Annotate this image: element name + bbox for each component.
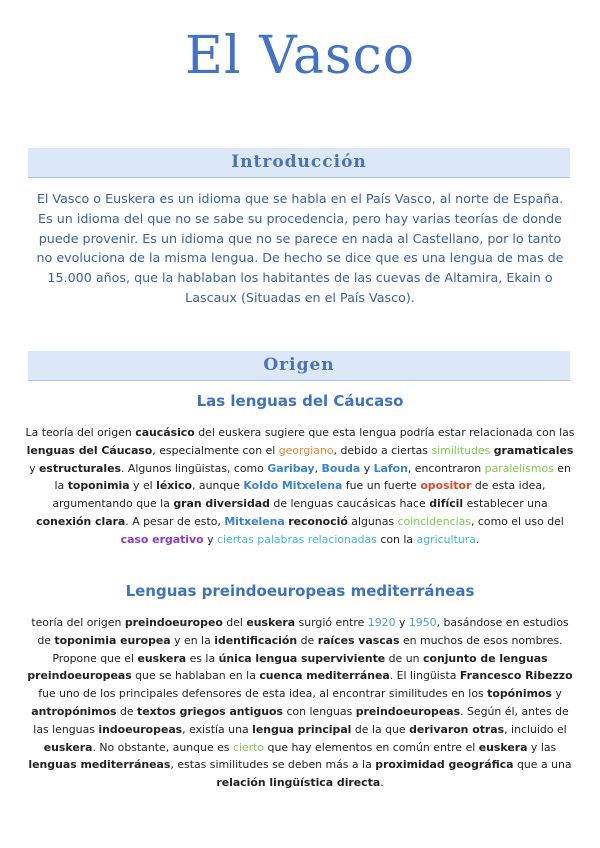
- text-run: , estas similitudes se deben más a la: [170, 758, 376, 772]
- text-run: y el: [129, 479, 157, 493]
- highlighted-term: toponimia: [67, 479, 130, 493]
- text-run: que se hablaban en la: [131, 669, 260, 683]
- highlighted-term: Lafon: [373, 461, 408, 475]
- highlighted-term: euskera: [43, 740, 93, 754]
- highlighted-term: proximidad geográfica: [375, 758, 514, 772]
- text-run: fue uno de los principales defensores de esta idea, al encontrar similitudes en los: [38, 687, 488, 701]
- highlighted-term: derivaron otras: [409, 722, 505, 736]
- highlighted-term: preindoeuropeo: [124, 616, 223, 629]
- highlighted-term: antropónimos: [31, 704, 117, 718]
- text-run: . A pesar de esto,: [125, 514, 225, 528]
- text-run: y en la: [170, 633, 215, 647]
- text-run: y: [551, 687, 562, 701]
- text-run: surgió entre: [295, 616, 368, 629]
- text-run: . Según él, antes de las lenguas: [33, 704, 569, 736]
- highlighted-term: topónimos: [487, 687, 552, 701]
- text-run: , existía una: [182, 722, 253, 736]
- text-run: algunas: [347, 514, 398, 528]
- highlighted-term: cierto: [232, 740, 265, 754]
- text-run: , basándose en estudios de: [37, 616, 569, 647]
- highlighted-term: coincidencias: [397, 514, 471, 528]
- preindo-paragraph: [24, 614, 576, 792]
- highlighted-term: caucásico: [135, 426, 195, 439]
- text-run: del: [222, 616, 247, 629]
- text-run: y: [395, 616, 409, 629]
- highlighted-term: opositor: [420, 479, 472, 493]
- highlighted-term: raíces vascas: [317, 633, 400, 647]
- caucaso-paragraph: [24, 424, 576, 549]
- highlighted-term: lenguas del Cáucaso: [26, 443, 153, 457]
- document-title: El Vasco: [184, 26, 415, 86]
- highlighted-term: indoeuropeas: [98, 722, 183, 736]
- text-run: ,: [314, 461, 322, 475]
- text-run: de lenguas caucásicas hace: [269, 497, 430, 511]
- text-run: , encontraron: [407, 461, 485, 475]
- text-run: fue un fuerte: [342, 479, 421, 493]
- highlighted-term: identificación: [214, 633, 298, 647]
- text-run: del euskera sugiere que esta lengua podría estar relacionada con las: [194, 426, 575, 439]
- highlighted-term: 1920: [367, 616, 396, 629]
- text-run: de: [297, 633, 318, 647]
- highlighted-term: Koldo Mitxelena: [243, 479, 343, 493]
- highlighted-term: euskera: [137, 651, 187, 665]
- highlighted-term: textos griegos antiguos: [137, 704, 284, 718]
- highlighted-term: similitudes: [431, 443, 491, 457]
- highlighted-term: euskera: [246, 616, 296, 629]
- text-run: es la: [186, 651, 219, 665]
- text-run: . Algunos lingüistas, como: [120, 461, 268, 475]
- text-run: que hay elementos en común entre el: [264, 740, 479, 754]
- subheading-preindoeuropeas: Lenguas preindoeuropeas mediterráneas: [125, 582, 475, 600]
- text-run: , aunque: [191, 479, 244, 493]
- text-run: de: [116, 704, 138, 718]
- highlighted-term: gran diversidad: [173, 497, 270, 511]
- highlighted-term: agricultura: [416, 532, 476, 546]
- text-run: teoría del origen: [31, 616, 125, 629]
- highlighted-term: relación lingüística directa: [216, 776, 381, 790]
- section-heading-origen: Origen: [28, 351, 570, 381]
- highlighted-term: preindoeuropeas: [355, 704, 461, 718]
- highlighted-term: única lengua superviviente: [218, 651, 386, 665]
- text-run: y las: [527, 740, 557, 754]
- text-run: La teoría del origen: [25, 426, 136, 439]
- text-run: con la: [376, 532, 417, 546]
- highlighted-term: caso ergativo: [120, 532, 204, 546]
- text-run: de un: [385, 651, 423, 665]
- text-run: y: [360, 461, 374, 475]
- highlighted-term: cuenca mediterránea: [259, 669, 390, 683]
- intro-paragraph: El Vasco o Euskera es un idioma que se habla en el País Vasco, al norte de España. Es un idioma del que no se sabe su procedencia, pero hay varias teorías de donde puede provenir. Es un idioma que no se parece en nada al Castellano, por lo tanto no evoluciona de la misma lengua. De hecho se dice que es una lengua de mas de 15.000 años, que la hablaban los habitantes de las cuevas de Altamira, Ekain o Lascaux (Situadas en el País Vasco).: [36, 191, 564, 305]
- highlighted-term: Bouda: [321, 461, 361, 475]
- text-run: , especialmente con el: [152, 443, 279, 457]
- highlighted-term: léxico: [156, 479, 192, 493]
- text-run: . El lingüista: [389, 669, 460, 683]
- highlighted-term: Garibay: [267, 461, 315, 475]
- text-run: y: [203, 532, 217, 546]
- highlighted-term: toponimia europea: [54, 633, 171, 647]
- highlighted-term: estructurales: [39, 461, 121, 475]
- highlighted-term: euskera: [478, 740, 528, 754]
- highlighted-term: paralelismos: [484, 461, 554, 475]
- subheading-caucaso: Las lenguas del Cáucaso: [196, 392, 404, 410]
- text-run: .: [475, 532, 480, 546]
- highlighted-term: lengua principal: [252, 722, 352, 736]
- text-run: . No obstante, aunque es: [92, 740, 233, 754]
- highlighted-term: conjunto de lenguas preindoeuropeas: [27, 651, 548, 683]
- text-run: , como el uso del: [471, 514, 564, 528]
- text-run: en la: [54, 461, 571, 493]
- text-run: de esta idea, argumentando que la: [52, 479, 546, 511]
- highlighted-term: ciertas palabras relacionadas: [216, 532, 377, 546]
- text-run: con lenguas: [283, 704, 356, 718]
- text-run: y: [29, 461, 40, 475]
- text-run: de la que: [351, 722, 410, 736]
- highlighted-term: lenguas mediterráneas: [28, 758, 171, 772]
- highlighted-term: georgiano: [278, 443, 334, 457]
- highlighted-term: reconoció: [288, 514, 348, 528]
- text-run: , debido a ciertas: [333, 443, 432, 457]
- highlighted-term: 1950: [408, 616, 437, 629]
- highlighted-term: difícil: [429, 497, 464, 511]
- highlighted-term: conexión clara: [36, 514, 126, 528]
- highlighted-term: Francesco Ribezzo: [459, 669, 573, 683]
- text-run: establecer una: [463, 497, 548, 511]
- highlighted-term: gramaticales: [493, 443, 574, 457]
- highlighted-term: Mitxelena: [224, 514, 285, 528]
- text-run: .: [380, 776, 384, 790]
- text-run: , incluido el: [504, 722, 567, 736]
- section-heading-introduccion: Introducción: [28, 148, 570, 178]
- text-run: en muchos de esos nombres. Propone que el: [52, 633, 563, 665]
- text-run: que a una: [513, 758, 572, 772]
